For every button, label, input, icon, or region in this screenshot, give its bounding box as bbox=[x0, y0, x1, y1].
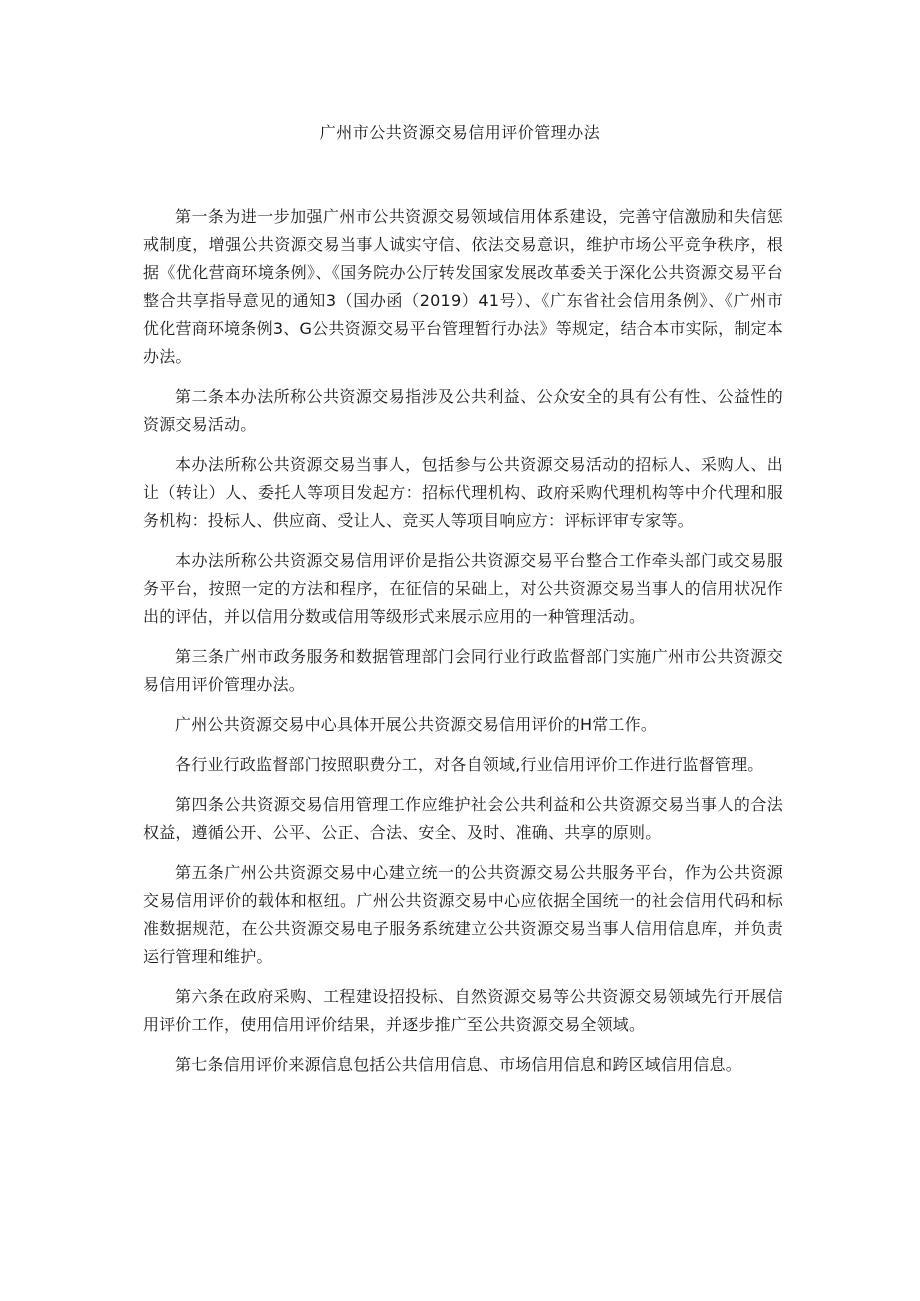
paragraph-trading-center-duty: 广州公共资源交易中心具体开展公共资源交易信用评价的H常工作。 bbox=[175, 715, 658, 734]
paragraph-credit-evaluation-definition: 本办法所称公共资源交易信用评价是指公共资源交易平台整合工作牵头部门或交易服务平台，按照一定的方法和程序，在征信的呆础上，对公共资源交易当事人的信用状况作出的评估，并以信用分数或信用等级形式来展示应用的一种管理活动。 bbox=[143, 551, 783, 626]
paragraph-article-1: 第一条为进一步加强广州市公共资源交易领域信用体系建设，完善守信激励和失信惩戒制度，增强公共资源交易当事人诚实守信、依法交易意识，维护市场公平竞争秩序，根据《优化营商环境条例》、《国务院办公厅转发国家发展改革委关于深化公共资源交易平台整合共享指导意见的通知3（国办函（2019）41号）、《广东省社会信用条例》、《广州市优化营商环境条例3、G公共资源交易平台管理暂行办法》等规定，结合本市实际，制定本办法。 bbox=[143, 207, 783, 366]
document-title: 广州市公共资源交易信用评价管理办法 bbox=[319, 123, 601, 142]
paragraph-article-4: 第四条公共资源交易信用管理工作应维护社会公共利益和公共资源交易当事人的合法权益，遵循公开、公平、公正、合法、安全、及时、准确、共享的原则。 bbox=[143, 795, 783, 842]
paragraph-parties-definition: 本办法所称公共资源交易当事人，包括参与公共资源交易活动的招标人、采购人、出让（转让）人、委托人等项目发起方：招标代理机构、政府采购代理机构等中介代理和服务机构：投标人、供应商、受让人、竞买人等项目响应方：评标评审专家等。 bbox=[143, 455, 783, 530]
paragraph-article-3: 第三条广州市政务服务和数据管理部门会同行业行政监督部门实施广州市公共资源交易信用评价管理办法。 bbox=[143, 647, 783, 694]
paragraph-supervision-duty: 各行业行政监督部门按照职费分工，对各自领域,行业信用评价工作进行监督管理。 bbox=[175, 755, 764, 774]
paragraph-article-6: 第六条在政府采购、工程建设招投标、自然资源交易等公共资源交易领域先行开展信用评价工作，使用信用评价结果，并逐步推广至公共资源交易全领域。 bbox=[143, 987, 783, 1034]
document-body bbox=[143, 203, 783, 1091]
paragraph-article-5: 第五条广州公共资源交易中心建立统一的公共资源交易公共服务平台，作为公共资源交易信用评价的载体和枢纽。广州公共资源交易中心应依据全国统一的社会信用代码和标准数据规范，在公共资源交易电子服务系统建立公共资源交易当事人信用信息库，并负责运行管理和维护。 bbox=[143, 863, 783, 966]
paragraph-article-7: 第七条信用评价来源信息包括公共信用信息、市场信用信息和跨区域信用信息。 bbox=[175, 1055, 743, 1074]
paragraph-article-2: 第二条本办法所称公共资源交易指涉及公共利益、公众安全的具有公有性、公益性的资源交易活动。 bbox=[143, 387, 783, 434]
